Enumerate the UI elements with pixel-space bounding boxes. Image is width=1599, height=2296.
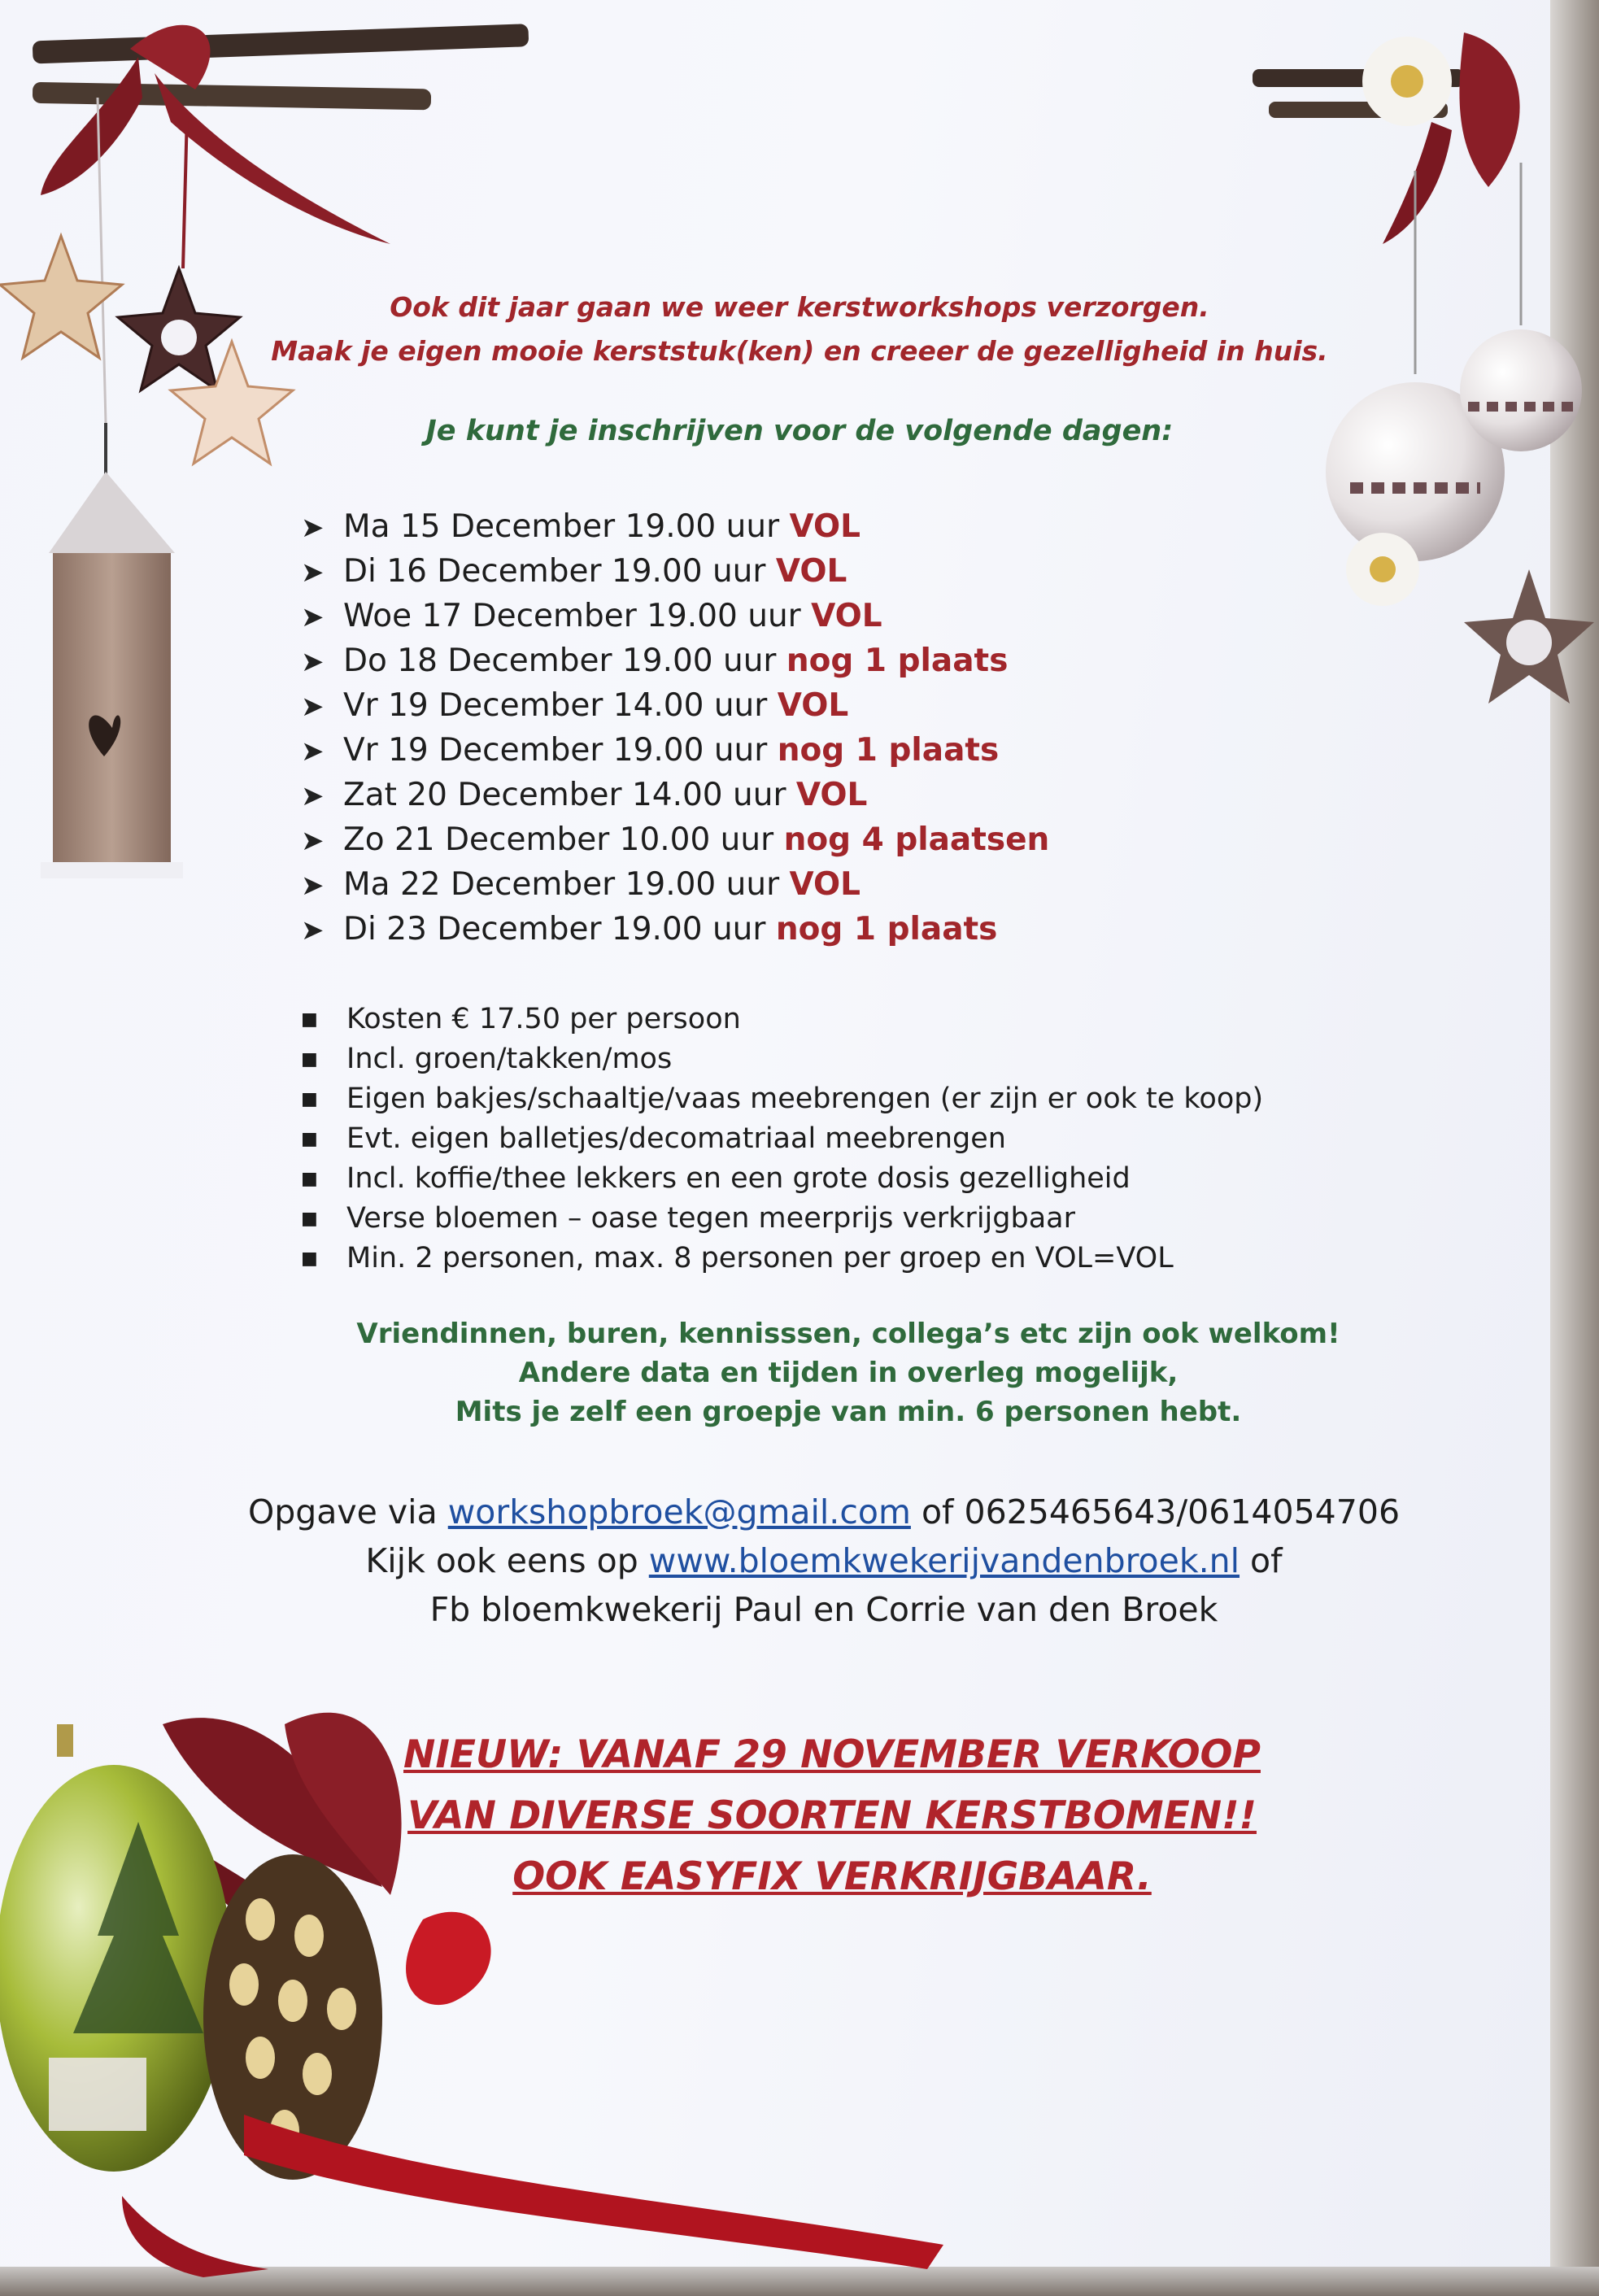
square-bullet-icon: ■ xyxy=(301,1169,318,1189)
contact-line-1 xyxy=(24,1492,1599,1531)
date-item xyxy=(301,821,1049,858)
info-text: Incl. groen/takken/mos xyxy=(346,1043,673,1075)
info-text: Evt. eigen balletjes/decomatriaal meebrengen xyxy=(346,1122,1006,1155)
square-bullet-icon: ■ xyxy=(301,1049,318,1070)
intro-line-1: Ook dit jaar gaan we weer kerstworkshops verzorgen. xyxy=(390,291,1209,323)
email-link[interactable]: workshopbroek@gmail.com xyxy=(447,1492,911,1531)
info-text: Incl. koffie/thee lekkers en een grote dosis gezelligheid xyxy=(346,1162,1131,1195)
availability-status: nog 1 plaats xyxy=(777,732,1000,769)
website-prefix: Kijk ook eens op xyxy=(365,1541,649,1580)
website-link[interactable]: www.bloemkwekerijvandenbroek.nl xyxy=(648,1541,1240,1580)
news-line-3: OOK EASYFIX VERKRIJGBAAR. xyxy=(512,1854,1152,1899)
availability-status: VOL xyxy=(811,598,882,634)
date-time: Vr 19 December 19.00 uur xyxy=(343,732,768,769)
availability-status: VOL xyxy=(789,508,861,545)
info-item xyxy=(301,1003,741,1035)
facebook-line: Fb bloemkwekerij Paul en Corrie van den Broek xyxy=(429,1590,1218,1629)
date-item xyxy=(301,553,847,590)
welcome-line-1: Vriendinnen, buren, kennisssen, collega’s etc zijn ook welkom! xyxy=(356,1318,1340,1350)
availability-status: nog 1 plaats xyxy=(786,643,1009,679)
date-item xyxy=(301,508,860,545)
info-text: Eigen bakjes/schaaltje/vaas meebrengen (er zijn er ook te koop) xyxy=(346,1083,1264,1115)
arrow-bullet-icon: ➤ xyxy=(301,512,325,544)
square-bullet-icon: ■ xyxy=(301,1009,318,1030)
news-line-1: NIEUW: VANAF 29 NOVEMBER VERKOOP xyxy=(403,1732,1261,1777)
date-item xyxy=(301,732,999,769)
website-suffix: of xyxy=(1240,1541,1283,1580)
date-item xyxy=(301,643,1008,679)
news-line-2: VAN DIVERSE SOORTEN KERSTBOMEN!! xyxy=(407,1793,1257,1838)
info-item xyxy=(301,1043,672,1075)
info-text: Kosten € 17.50 per persoon xyxy=(346,1003,741,1035)
date-time: Vr 19 December 14.00 uur xyxy=(343,687,768,724)
contact-line-2 xyxy=(24,1541,1599,1580)
date-item xyxy=(301,777,867,813)
info-item xyxy=(301,1083,1263,1115)
arrow-bullet-icon: ➤ xyxy=(301,601,325,634)
square-bullet-icon: ■ xyxy=(301,1248,318,1269)
availability-status: nog 4 plaatsen xyxy=(783,821,1050,858)
date-item xyxy=(301,687,848,724)
arrow-bullet-icon: ➤ xyxy=(301,869,325,902)
info-item xyxy=(301,1242,1174,1274)
info-text: Min. 2 personen, max. 8 personen per groep en VOL=VOL xyxy=(346,1242,1174,1274)
date-item xyxy=(301,911,997,948)
date-time: Ma 22 December 19.00 uur xyxy=(343,866,780,903)
date-time: Zat 20 December 14.00 uur xyxy=(343,777,786,813)
arrow-bullet-icon: ➤ xyxy=(301,825,325,857)
info-item xyxy=(301,1122,1006,1155)
arrow-bullet-icon: ➤ xyxy=(301,646,325,678)
arrow-bullet-icon: ➤ xyxy=(301,735,325,768)
arrow-bullet-icon: ➤ xyxy=(301,914,325,947)
availability-status: VOL xyxy=(789,866,861,903)
availability-status: VOL xyxy=(775,553,847,590)
availability-status: VOL xyxy=(777,687,849,724)
availability-status: nog 1 plaats xyxy=(775,911,998,948)
date-time: Woe 17 December 19.00 uur xyxy=(343,598,801,634)
intro-line-2: Maak je eigen mooie kerststuk(ken) en creeer de gezelligheid in huis. xyxy=(271,335,1328,367)
square-bullet-icon: ■ xyxy=(301,1129,318,1149)
info-item xyxy=(301,1202,1075,1235)
signup-heading: Je kunt je inschrijven voor de volgende dagen: xyxy=(425,415,1174,447)
square-bullet-icon: ■ xyxy=(301,1089,318,1109)
availability-status: VOL xyxy=(795,777,868,813)
arrow-bullet-icon: ➤ xyxy=(301,780,325,813)
arrow-bullet-icon: ➤ xyxy=(301,691,325,723)
info-item xyxy=(301,1162,1131,1195)
date-item xyxy=(301,866,860,903)
phone-numbers: of 0625465643/0614054706 xyxy=(910,1492,1401,1531)
welcome-line-2: Andere data en tijden in overleg mogelijk, xyxy=(518,1357,1179,1389)
welcome-line-3: Mits je zelf een groepje van min. 6 personen hebt. xyxy=(455,1396,1242,1428)
date-time: Zo 21 December 10.00 uur xyxy=(343,821,774,858)
square-bullet-icon: ■ xyxy=(301,1209,318,1229)
date-time: Di 16 December 19.00 uur xyxy=(343,553,766,590)
date-time: Do 18 December 19.00 uur xyxy=(343,643,777,679)
date-time: Ma 15 December 19.00 uur xyxy=(343,508,780,545)
date-item xyxy=(301,598,882,634)
contact-prefix: Opgave via xyxy=(247,1492,448,1531)
info-text: Verse bloemen – oase tegen meerprijs verkrijgbaar xyxy=(346,1202,1075,1235)
date-time: Di 23 December 19.00 uur xyxy=(343,911,766,948)
arrow-bullet-icon: ➤ xyxy=(301,556,325,589)
